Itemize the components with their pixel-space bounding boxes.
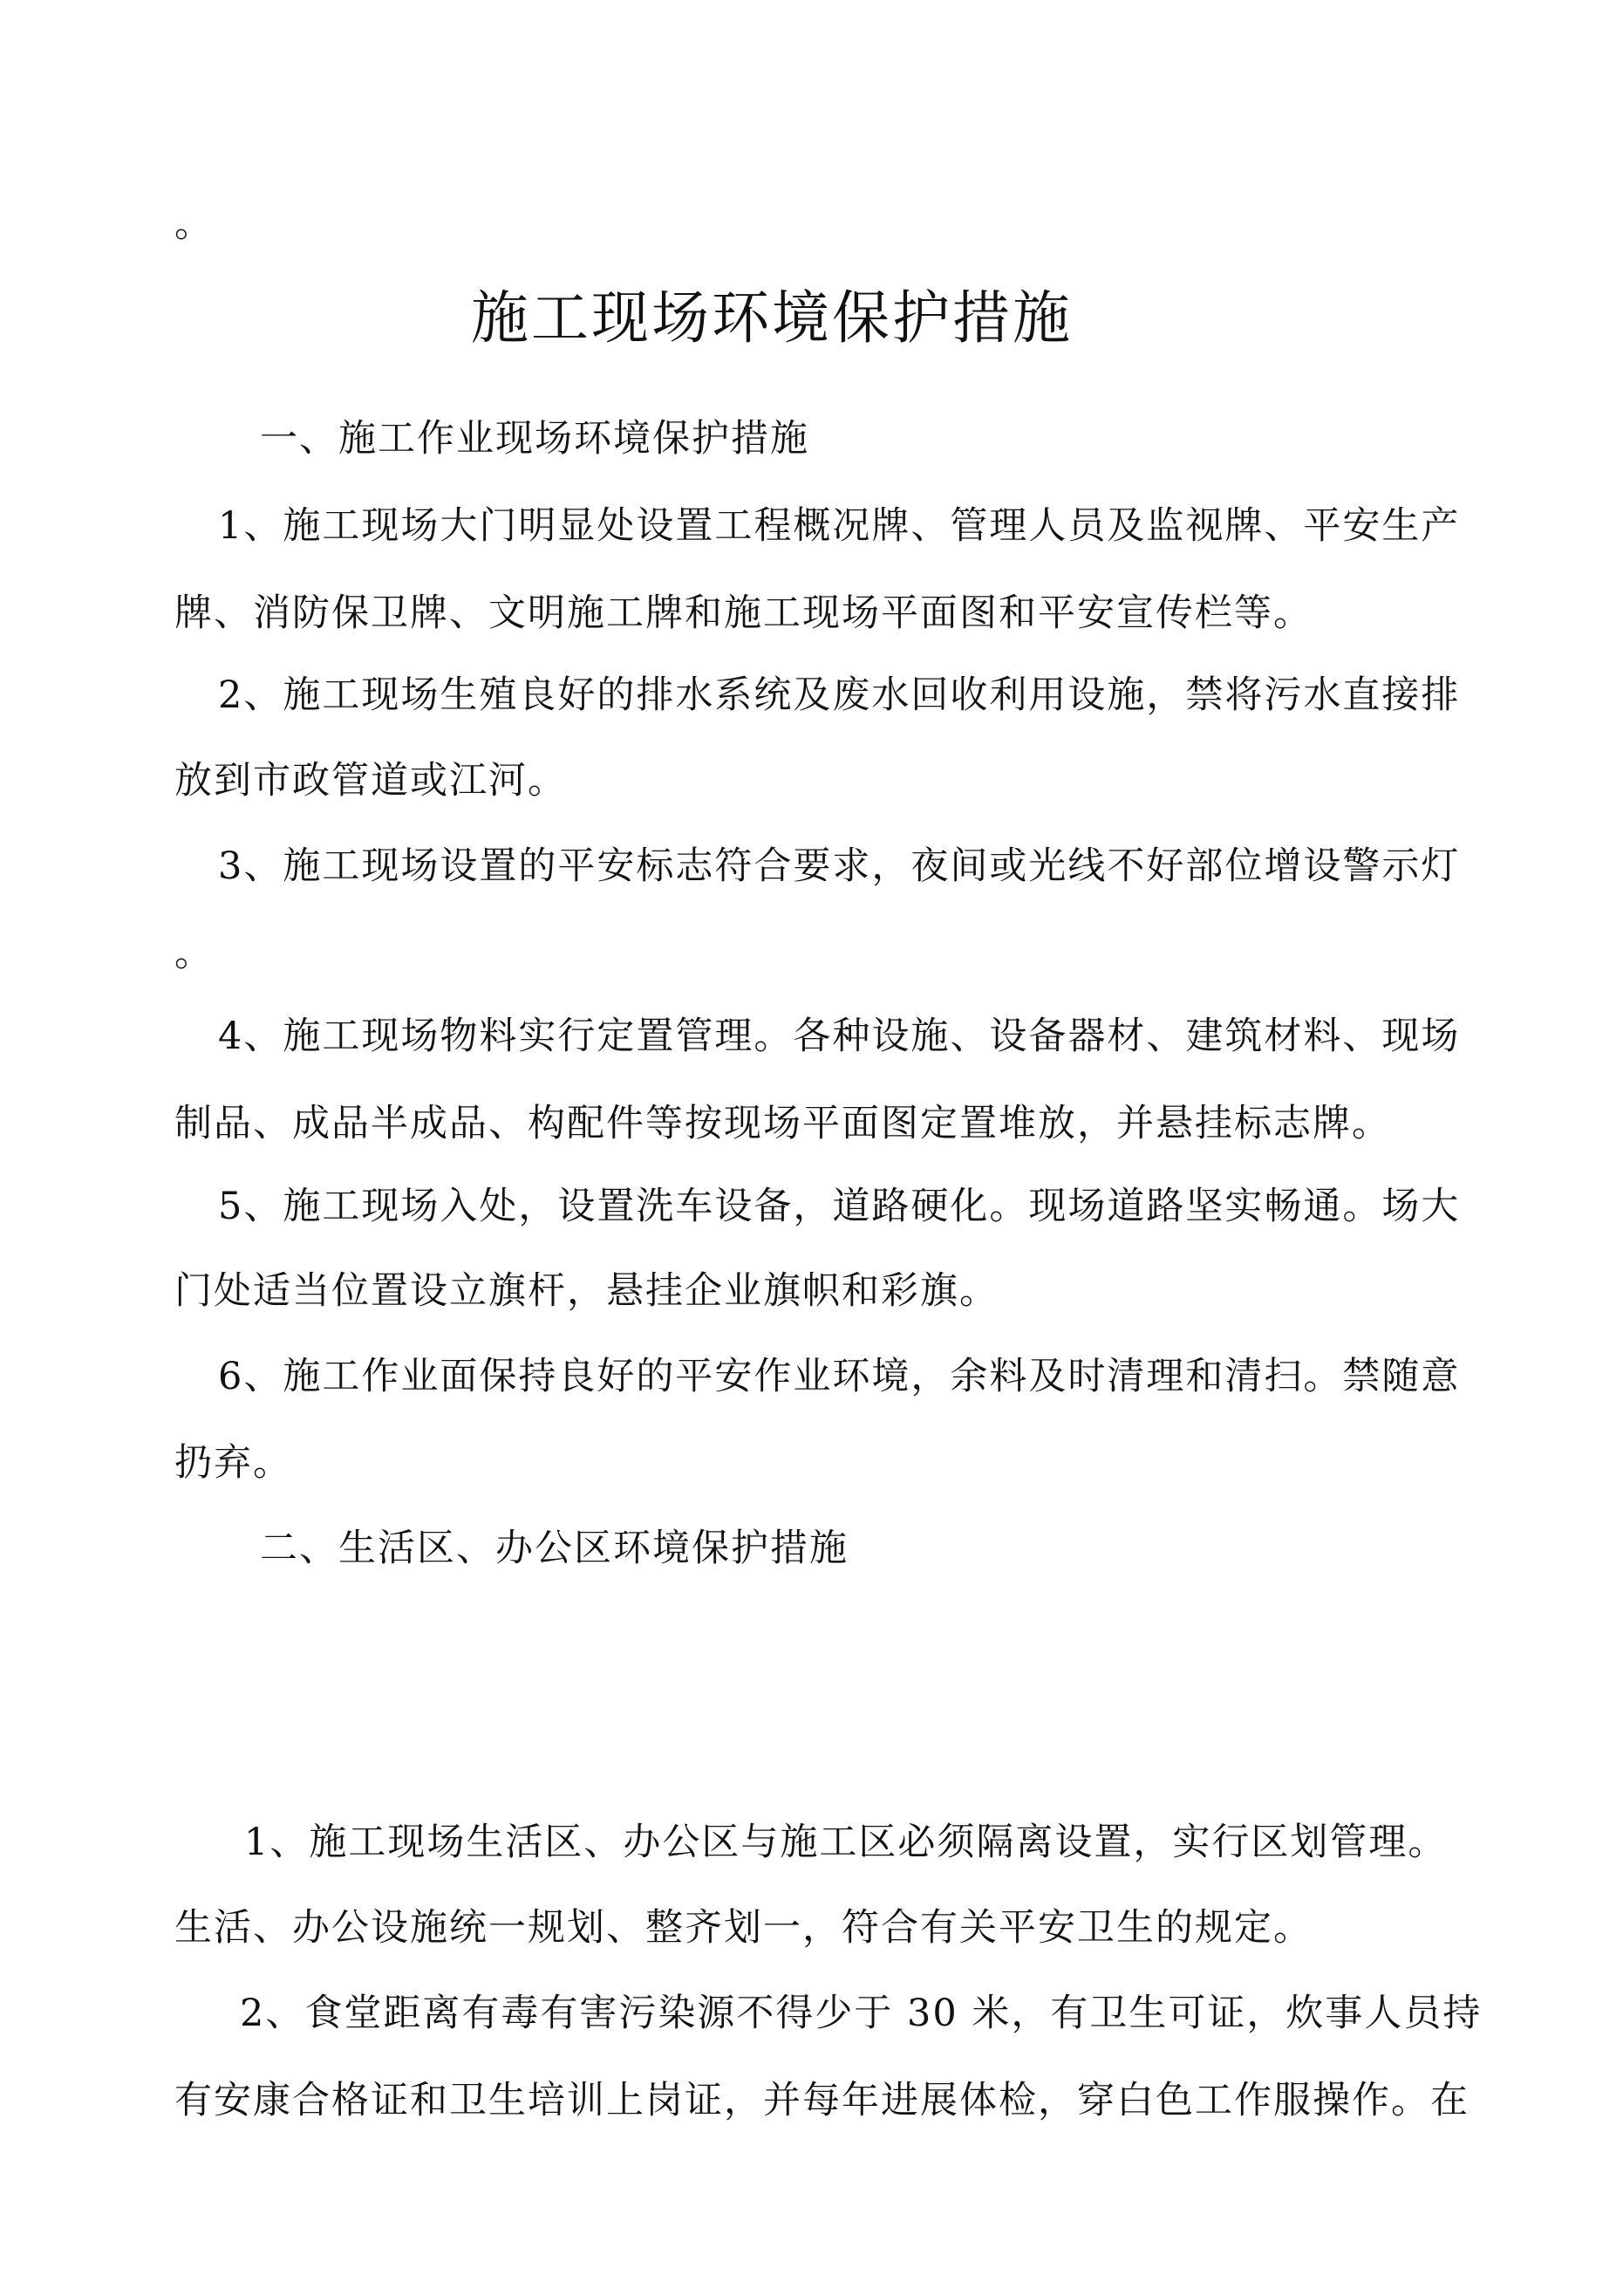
paragraph-line: 扔弃。 [174,1441,292,1485]
stray-punctuation: 。 [174,202,212,246]
paragraph-line: 。 [174,932,214,975]
paragraph-line: 5、施工现场入处，设置洗车设备，道路硬化。现场道路坚实畅通。场大 [218,1185,1461,1228]
paragraph-line: 生活、办公设施统一规划、整齐划一，符合有关平安卫生的规定。 [174,1906,1313,1950]
section-heading-1: 一、施工作业现场环境保护措施 [260,417,809,461]
paragraph-line: 放到市政管道或江河。 [174,759,567,803]
paragraph-line: 有安康合格证和卫生培训上岗证，并每年进展体检，穿白色工作服操作。在 [174,2079,1470,2122]
paragraph-line: 1、施工现场大门明显处设置工程概况牌、管理人员及监视牌、平安生产 [218,504,1461,548]
page-title: 施工现场环境保护措施 [471,284,1073,352]
paragraph-line: 6、施工作业面保持良好的平安作业环境，余料及时清理和清扫。禁随意 [218,1355,1461,1398]
paragraph-line: 门处适当位置设立旗杆，悬挂企业旗帜和彩旗。 [174,1269,999,1313]
paragraph-line: 3、施工现场设置的平安标志符合要求，夜间或光线不好部位增设警示灯 [218,844,1461,888]
paragraph-line: 2、施工现场生殖良好的排水系统及废水回收利用设施，禁将污水直接排 [218,673,1461,717]
paragraph-line: 制品、成品半成品、构配件等按现场平面图定置堆放，并悬挂标志牌。 [174,1102,1391,1145]
paragraph-line: 4、施工现场物料实行定置管理。各种设施、设备器材、建筑材料、现场 [218,1015,1461,1058]
section-heading-2: 二、生活区、办公区环境保护措施 [260,1527,849,1570]
paragraph-line: 1、施工现场生活区、办公区与施工区必须隔离设置，实行区划管理。 [244,1821,1448,1864]
paragraph-line: 2、食堂距离有毒有害污染源不得少于 30 米，有卫生可证，炊事人员持 [240,1992,1483,2035]
paragraph-line: 牌、消防保卫牌、文明施工牌和施工现场平面图和平安宣传栏等。 [174,591,1313,635]
